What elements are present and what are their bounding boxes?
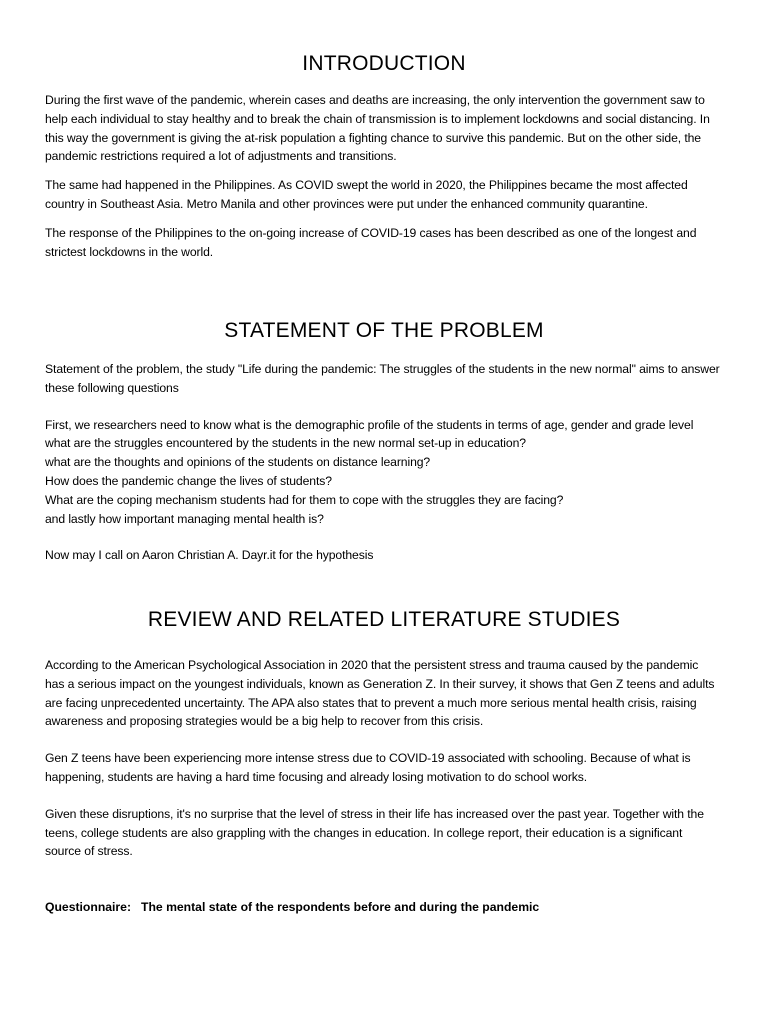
introduction-paragraph: The response of the Philippines to the on-going increase of COVID-19 cases has been described as one of the longest and strictest lockdowns in the world.: [45, 225, 697, 259]
introduction-body: [45, 91, 720, 261]
research-question: what are the thoughts and opinions of the students on distance learning?: [45, 455, 431, 470]
research-question: How does the pandemic change the lives of students?: [45, 473, 332, 488]
research-question: First, we researchers need to know what is the demographic profile of the students in terms of age, gender and grade level: [45, 417, 694, 432]
questionnaire-line: [45, 898, 720, 917]
questionnaire-label: Questionnaire:: [45, 900, 132, 914]
review-paragraph: According to the American Psychological Association in 2020 that the persistent stress and trauma caused by the pandemic has a serious impact on the youngest individuals, known as Generation Z. In their survey, it shows that Gen Z teens and adults are facing unprecedented uncertainty. The APA also states that to prevent a much more serious mental health crisis, raising awareness and proposing strategies would be a big help to recover from this crisis.: [45, 658, 715, 729]
introduction-paragraph: During the first wave of the pandemic, wherein cases and deaths are increasing, the only intervention the government saw to help each individual to stay healthy and to break the chain of transmission is to implement lockdowns and social distancing. In this way the government is giving the at-risk population a fighting chance to survive this pandemic. But on the other side, the pandemic restrictions required a lot of adjustments and transitions.: [45, 93, 710, 164]
review-heading: REVIEW AND RELATED LITERATURE STUDIES: [147, 608, 621, 631]
statement-of-problem-body: [45, 360, 720, 565]
problem-intro: Statement of the problem, the study "Life during the pandemic: The struggles of the students in the new normal" aims to answer these following questions: [45, 362, 720, 395]
introduction-paragraph: The same had happened in the Philippines. As COVID swept the world in 2020, the Philippines became the most affected country in Southeast Asia. Metro Manila and other provinces were put under the enhanced community quarantine.: [45, 178, 688, 211]
problem-closing: Now may I call on Aaron Christian A. Dayr.it for the hypothesis: [45, 548, 374, 563]
research-question: what are the struggles encountered by the students in the new normal set-up in education?: [45, 436, 526, 451]
research-question: and lastly how important managing mental health is?: [45, 511, 324, 526]
research-question: What are the coping mechanism students had for them to cope with the struggles they are facing?: [45, 492, 564, 507]
questionnaire-title: The mental state of the respondents before and during the pandemic: [141, 900, 540, 914]
statement-of-problem-heading: STATEMENT OF THE PROBLEM: [224, 319, 544, 342]
review-body: [45, 656, 720, 861]
review-paragraph: Gen Z teens have been experiencing more intense stress due to COVID-19 associated with schooling. Because of what is happening, students are having a hard time focusing and already losing motivation to do school works.: [45, 751, 691, 784]
review-paragraph: Given these disruptions, it's no surprise that the level of stress in their life has increased over the past year. Together with the teens, college students are also grappling with the changes in education. In college report, their education is a significant source of stress.: [45, 806, 704, 859]
introduction-heading: INTRODUCTION: [302, 52, 466, 75]
research-questions-list: [45, 416, 720, 529]
